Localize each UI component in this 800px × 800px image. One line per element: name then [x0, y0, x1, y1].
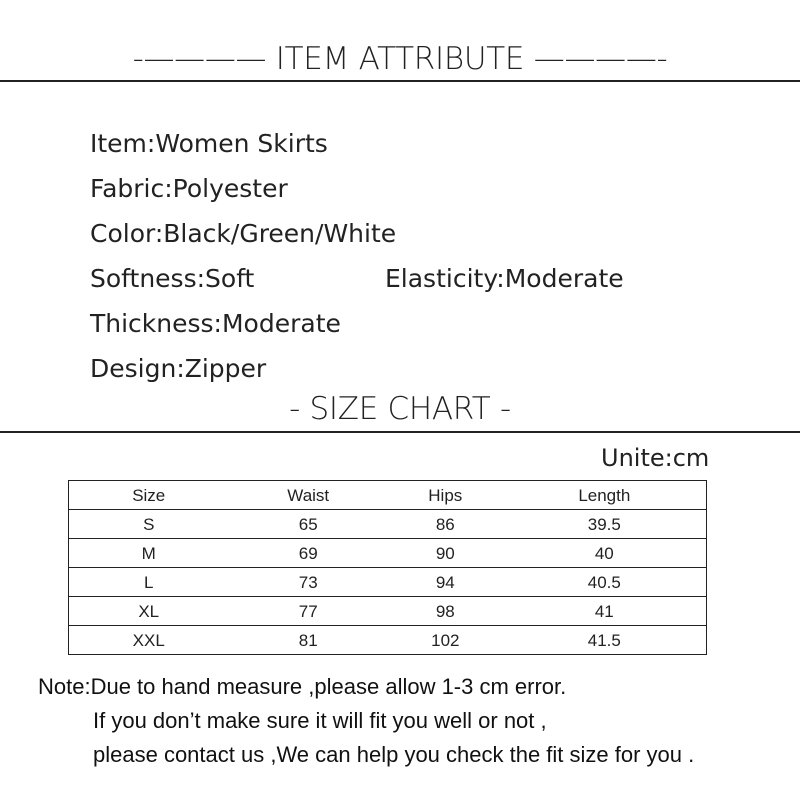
cell-hips: 94 [388, 568, 503, 597]
cell-waist: 77 [228, 597, 388, 626]
table-row [69, 597, 707, 626]
attr-item: Item:Women Skirts [90, 129, 328, 158]
size-chart-table [68, 480, 707, 655]
column-header-size: Size [69, 481, 229, 510]
table-row [69, 539, 707, 568]
attr-thickness: Thickness:Moderate [90, 309, 341, 338]
cell-hips: 90 [388, 539, 503, 568]
cell-size: L [69, 568, 229, 597]
cell-length: 40.5 [503, 568, 707, 597]
note-line-1: Note:Due to hand measure ,please allow 1-3 cm error. [38, 674, 567, 699]
cell-length: 41 [503, 597, 707, 626]
cell-size: M [69, 539, 229, 568]
cell-waist: 69 [228, 539, 388, 568]
cell-hips: 98 [388, 597, 503, 626]
attr-color: Color:Black/Green/White [90, 219, 397, 248]
unit-label: Unite:cm [601, 444, 710, 472]
attr-design: Design:Zipper [90, 354, 267, 383]
attr-elasticity: Elasticity:Moderate [385, 264, 624, 293]
cell-size: S [69, 510, 229, 539]
table-row [69, 510, 707, 539]
note-line-2: If you don’t make sure it will fit you well or not , [93, 708, 547, 733]
cell-waist: 81 [228, 626, 388, 655]
table-row [69, 568, 707, 597]
cell-length: 40 [503, 539, 707, 568]
cell-length: 41.5 [503, 626, 707, 655]
note-line-3: please contact us ,We can help you check the fit size for you . [93, 742, 695, 767]
item-attribute-heading: -———— ITEM ATTRIBUTE ————- [132, 41, 668, 77]
table-header-row [69, 481, 707, 510]
cell-size: XL [69, 597, 229, 626]
cell-hips: 86 [388, 510, 503, 539]
attr-softness: Softness:Soft [90, 264, 255, 293]
size-chart-heading: - SIZE CHART - [289, 391, 511, 427]
cell-hips: 102 [388, 626, 503, 655]
cell-waist: 73 [228, 568, 388, 597]
size-chart-divider [0, 431, 800, 433]
attr-fabric: Fabric:Polyester [90, 174, 288, 203]
cell-waist: 65 [228, 510, 388, 539]
cell-length: 39.5 [503, 510, 707, 539]
column-header-hips: Hips [388, 481, 503, 510]
table-row [69, 626, 707, 655]
column-header-length: Length [503, 481, 707, 510]
cell-size: XXL [69, 626, 229, 655]
top-divider [0, 80, 800, 82]
column-header-waist: Waist [228, 481, 388, 510]
